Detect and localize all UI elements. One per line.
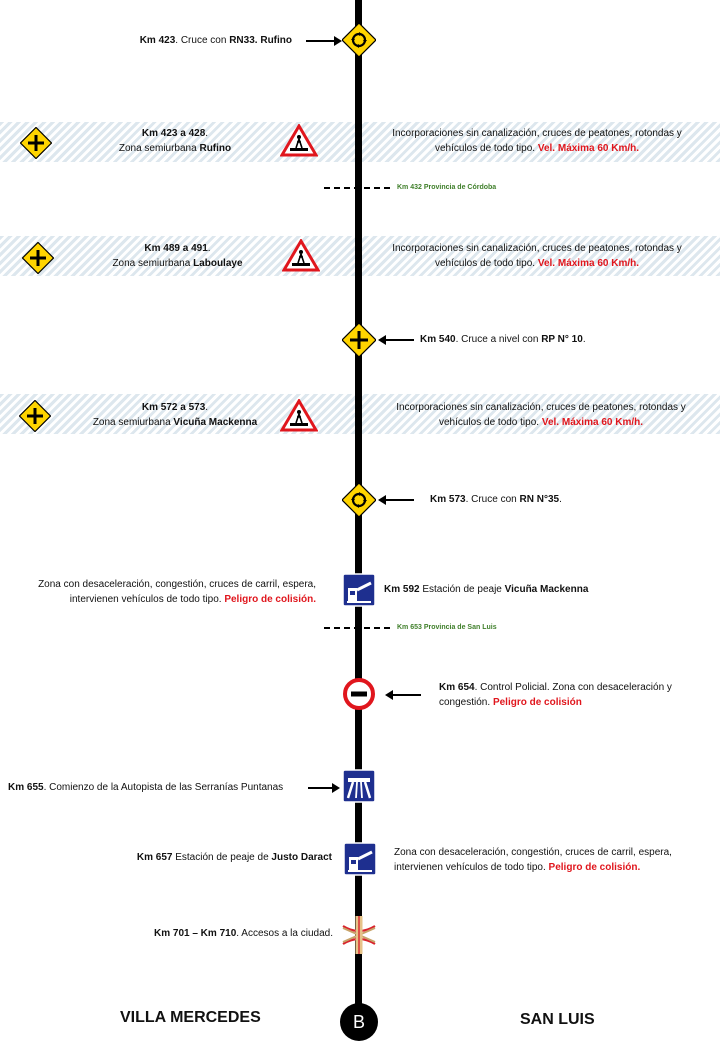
arrow-km423 (306, 40, 340, 42)
crossroad-warning-icon (342, 323, 376, 357)
province-label-cordoba: Km 432 Provincia de Córdoba (397, 184, 497, 191)
province-label-san-luis: Km 653 Provincia de San Luis (397, 624, 497, 631)
pedestrian-crossing-warning-icon (280, 124, 318, 158)
zone-laboulaye-label: Km 489 a 491. Zona semiurbana Laboulaye (112, 243, 243, 269)
point-km701-label: Km 701 – Km 710. Accesos a la ciudad. (153, 928, 333, 939)
point-km540-label: Km 540. Cruce a nivel con RP N° 10. (420, 334, 586, 345)
point-km655-label: Km 655. Comienzo de la Autopista de las Serranías Puntanas (8, 782, 284, 793)
toll-justo-daract-congestion-note: Zona con desaceleración, congestión, cruces de carril, espera, intervienen vehículos de todo tipo. Peligro de colisión. (394, 847, 672, 873)
roundabout-sign-icon (342, 23, 376, 57)
city-label-villa-mercedes: VILLA MERCEDES (120, 1009, 261, 1026)
arrow-km573 (380, 499, 414, 501)
arrow-km655 (308, 787, 338, 789)
toll-station-sign-icon (342, 573, 376, 607)
city-label-san-luis: SAN LUIS (520, 1011, 595, 1028)
toll-station-sign-icon (343, 842, 377, 876)
arrow-km540 (380, 339, 414, 341)
zone-vicuna-label: Km 572 a 573. Zona semiurbana Vicuña Mackenna (92, 402, 258, 428)
zone-laboulaye-info: Incorporaciones sin canalización, cruces de peatones, rotondas y vehículos de todo tipo. Vel. Máxima 60 Km/h. (392, 243, 682, 269)
crossroad-warning-icon (20, 127, 52, 159)
zone-vicuna-info: Incorporaciones sin canalización, cruces de peatones, rotondas y vehículos de todo tipo. Vel. Máxima 60 Km/h. (396, 402, 686, 428)
police-control-sign-icon (343, 678, 375, 710)
pedestrian-crossing-warning-icon (282, 239, 320, 273)
crossroad-warning-icon (19, 400, 51, 432)
point-km654-label: Km 654. Control Policial. Zona con desaceleración y congestión. Peligro de colisión (439, 682, 672, 708)
zone-rufino-info: Incorporaciones sin canalización, cruces de peatones, rotondas y vehículos de todo tipo. Vel. Máxima 60 Km/h. (392, 128, 682, 154)
province-border-cordoba (324, 187, 390, 189)
crossroad-warning-icon (22, 242, 54, 274)
route-end-marker: B (340, 1003, 378, 1041)
roundabout-sign-icon (342, 483, 376, 517)
motorway-sign-icon (342, 769, 376, 803)
point-km592-label: Km 592 Estación de peaje Vicuña Mackenna (384, 584, 589, 595)
toll-vicuna-congestion-note: Zona con desaceleración, congestión, cruces de carril, espera, intervienen vehículos de todo tipo. Peligro de colisión. (38, 579, 316, 605)
zone-rufino-label: Km 423 a 428. Zona semiurbana Rufino (118, 128, 232, 154)
point-km657-label: Km 657 Estación de peaje de Justo Daract (136, 852, 332, 863)
city-interchange-icon (339, 914, 379, 956)
point-km423-label: Km 423. Cruce con RN33. Rufino (139, 35, 292, 46)
arrow-km654 (387, 694, 421, 696)
point-km573-label: Km 573. Cruce con RN N°35. (430, 494, 562, 505)
pedestrian-crossing-warning-icon (280, 399, 318, 433)
province-border-san-luis (324, 627, 390, 629)
